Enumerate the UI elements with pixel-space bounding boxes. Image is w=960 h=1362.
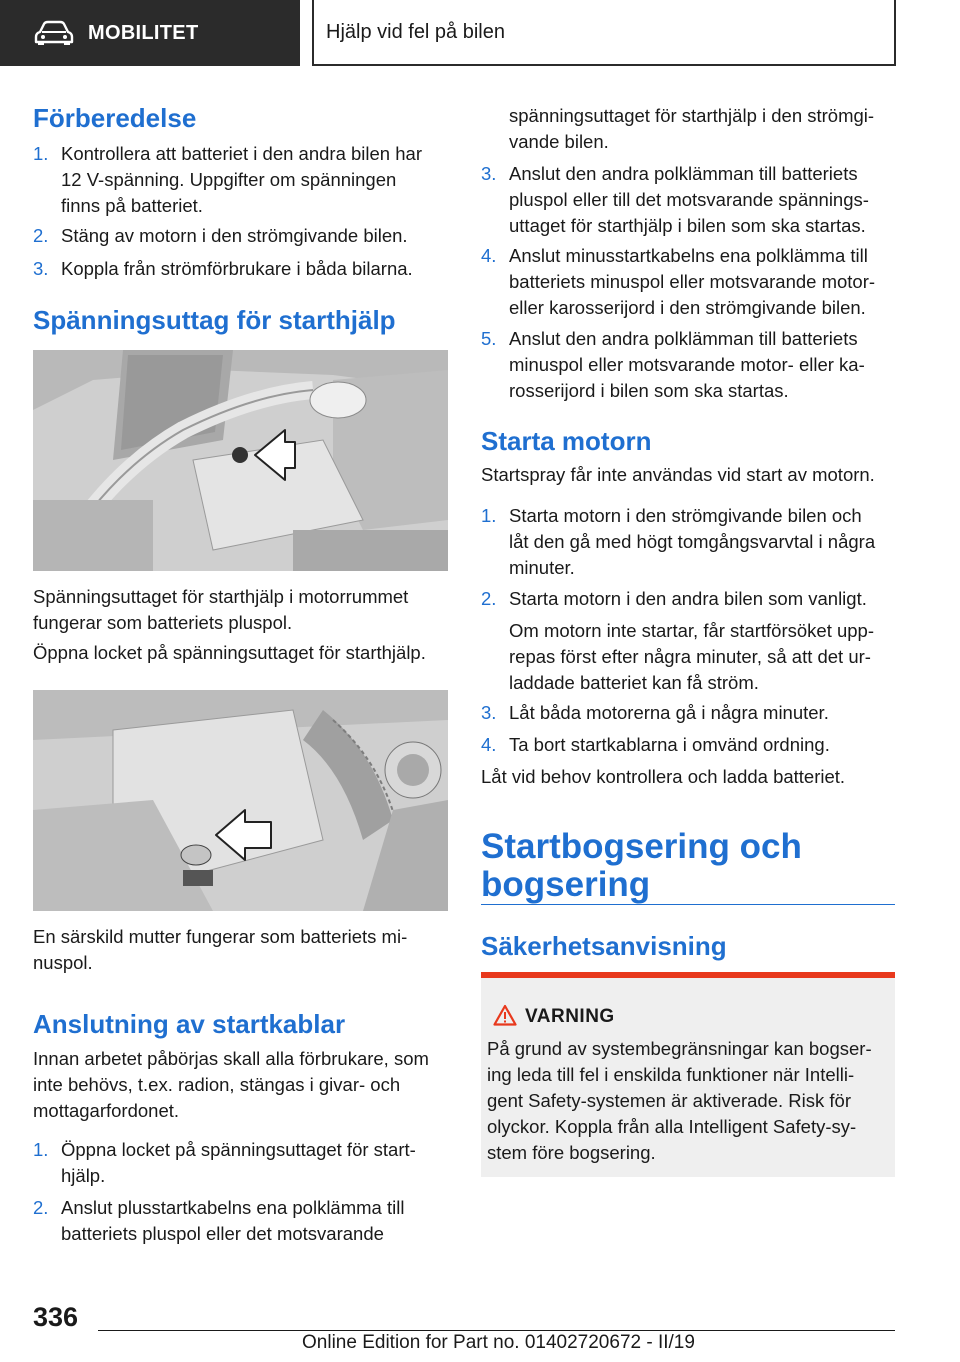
chapter-title: Hjälp vid fel på bilen [326, 20, 505, 43]
car-icon [34, 20, 74, 46]
caption-paragraph: En särskild mutter fungerar som batteriets mi- nuspol. [33, 926, 408, 973]
header-section-tab [0, 0, 300, 66]
section-divider [481, 904, 895, 905]
heading-jump-socket: Spänningsuttag för starthjälp [33, 305, 396, 335]
warning-text: På grund av systembegränsningar kan bogser- ing leda till fel i enskilda funktioner när Intelli- gent Safety-systemen är aktiverade. Risk för olyckor. Koppla från alla Intelligent Safety-sy- stem före bogsering. [487, 1038, 872, 1163]
page-number: 336 [33, 1302, 79, 1332]
chapter-header [312, 0, 896, 66]
warning-box [481, 972, 895, 1177]
heading-start-engine: Starta motorn [481, 426, 652, 456]
heading-towing: Startbogsering och bogsering [481, 827, 802, 904]
heading-preparation: Förberedelse [33, 103, 197, 133]
caption-paragraph: Spänningsuttaget för starthjälp i motorrummet fungerar som batteriets pluspol. [33, 586, 409, 633]
heading-safety: Säkerhetsanvisning [481, 931, 727, 961]
intro-paragraph: Innan arbetet påbörjas skall alla förbrukare, som inte behövs, t.ex. radion, stängas i givar- och mottagarfordonet. [33, 1048, 429, 1121]
intro-paragraph: Startspray får inte användas vid start av motorn. [481, 464, 875, 485]
heading-connect-cables: Anslutning av startkablar [33, 1009, 346, 1039]
continued-text: spänningsuttaget för starthjälp i den strömgi- vande bilen. [509, 105, 875, 152]
engine-bay-photo-negative-nut [33, 690, 448, 911]
warning-title: VARNING [525, 1006, 615, 1027]
outro-paragraph: Låt vid behov kontrollera och ladda batteriet. [481, 766, 846, 787]
section-title: MOBILITET [88, 21, 199, 44]
engine-bay-photo-positive-terminal [33, 350, 448, 571]
caption-paragraph: Öppna locket på spänningsuttaget för starthjälp. [33, 642, 426, 663]
footer-rule [98, 1330, 895, 1331]
warning-icon [493, 1004, 517, 1026]
footer-edition: Online Edition for Part no. 01402720672 - II/19 [302, 1332, 695, 1353]
